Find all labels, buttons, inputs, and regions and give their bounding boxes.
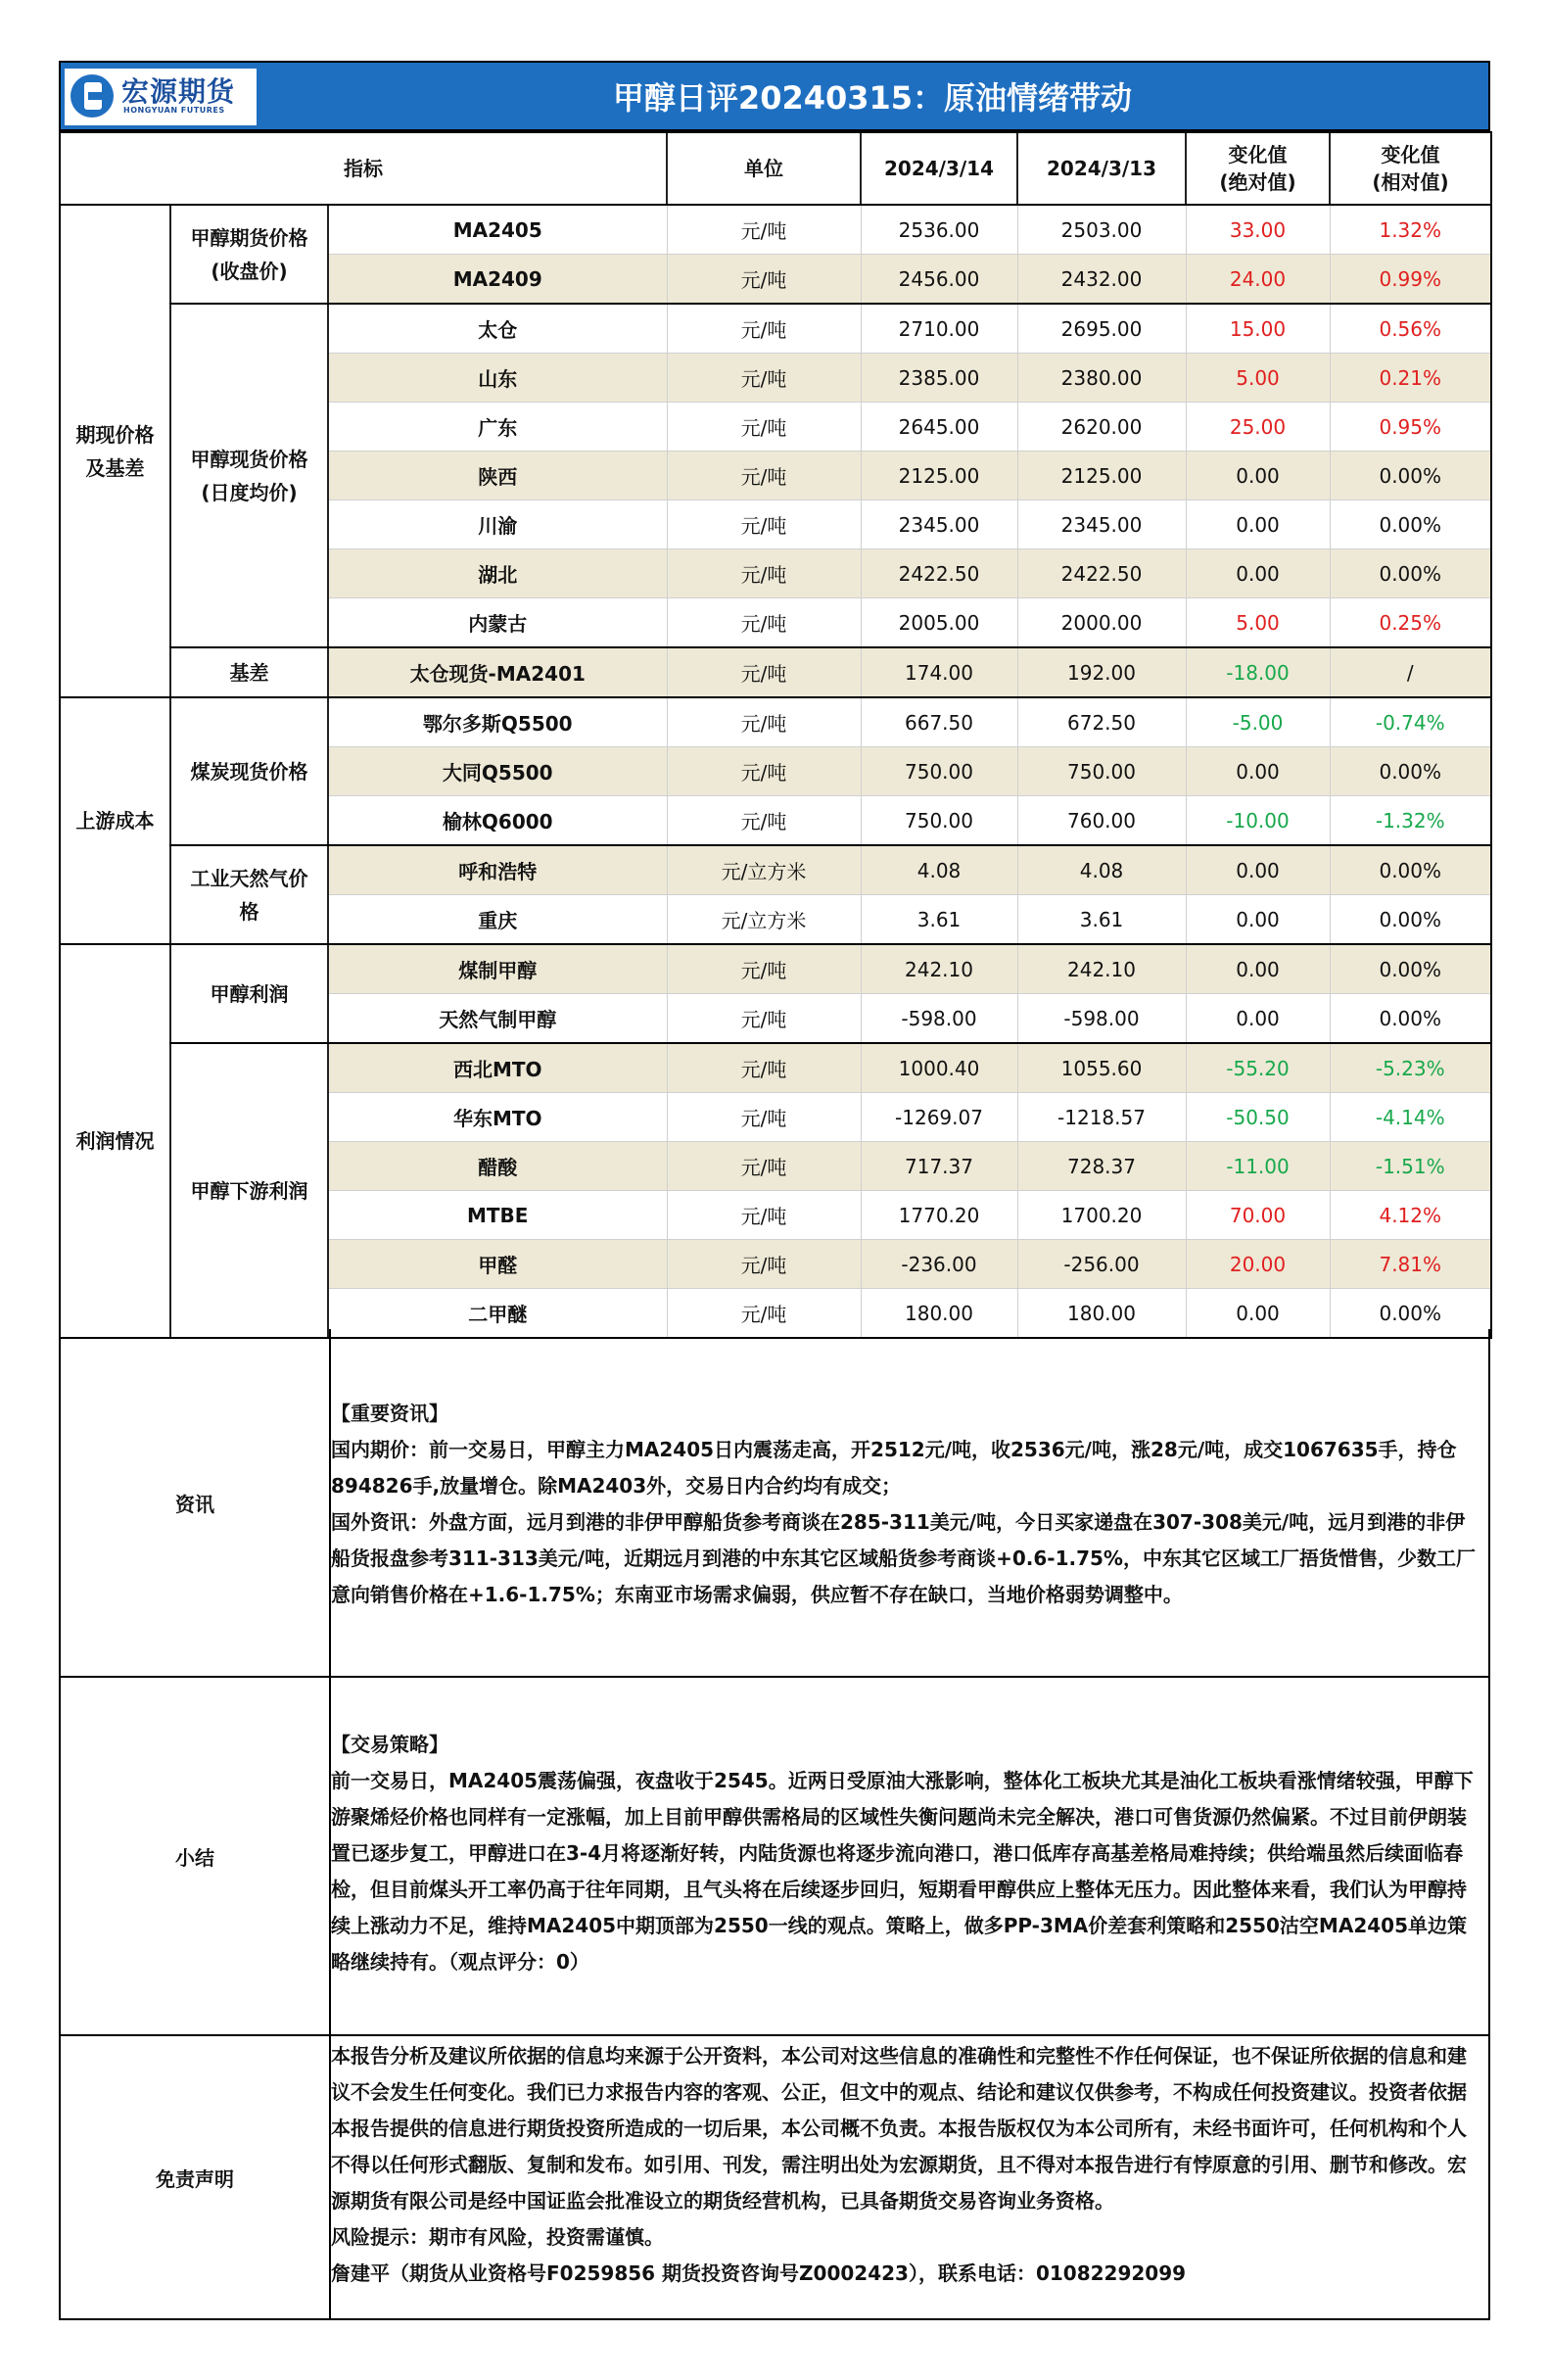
rel-change: 0.95% xyxy=(1330,403,1491,452)
abs-change: -10.00 xyxy=(1186,796,1330,846)
value-date2: 2695.00 xyxy=(1017,304,1186,354)
value-date1: 750.00 xyxy=(861,747,1017,796)
value-date2: -598.00 xyxy=(1017,994,1186,1044)
rel-change: -1.32% xyxy=(1330,796,1491,846)
col-header-date1: 2024/3/14 xyxy=(861,132,1017,205)
group-label: 上游成本 xyxy=(60,697,170,944)
indicator-name: 鄂尔多斯Q5500 xyxy=(328,697,667,747)
indicator-name: MA2409 xyxy=(328,255,667,305)
logo-name-cn: 宏源期货 xyxy=(121,75,236,108)
disclaimer-label: 免责声明 xyxy=(61,2036,331,2318)
indicator-name: 甲醛 xyxy=(328,1240,667,1289)
group-label: 利润情况 xyxy=(60,944,170,1338)
unit-cell: 元/吨 xyxy=(667,944,861,994)
value-date1: 4.08 xyxy=(861,845,1017,895)
value-date1: 2645.00 xyxy=(861,403,1017,452)
unit-cell: 元/吨 xyxy=(667,697,861,747)
rel-change: 0.00% xyxy=(1330,452,1491,500)
rel-change: 1.32% xyxy=(1330,205,1491,255)
value-date2: 192.00 xyxy=(1017,647,1186,697)
value-date2: 1700.20 xyxy=(1017,1191,1186,1240)
col-header-abs-change xyxy=(1186,132,1330,205)
indicator-name: MA2405 xyxy=(328,205,667,255)
abs-change: 5.00 xyxy=(1186,354,1330,403)
abs-change: 0.00 xyxy=(1186,549,1330,598)
abs-change: -11.00 xyxy=(1186,1142,1330,1191)
value-date1: 2005.00 xyxy=(861,598,1017,648)
unit-cell: 元/吨 xyxy=(667,1093,861,1142)
col-header-abs-text: 变化值 (绝对值) xyxy=(1219,143,1296,194)
col-header-indicator: 指标 xyxy=(60,132,667,205)
disclaimer-section xyxy=(59,2036,1490,2320)
indicator-name: 二甲醚 xyxy=(328,1289,667,1339)
table-row xyxy=(60,697,1491,747)
value-date2: -256.00 xyxy=(1017,1240,1186,1289)
abs-change: 0.00 xyxy=(1186,452,1330,500)
report-title: 甲醇日评20240315：原油情绪带动 xyxy=(612,79,1133,117)
value-date1: 2710.00 xyxy=(861,304,1017,354)
news-section xyxy=(59,1329,1490,1678)
news-label: 资讯 xyxy=(61,1329,331,1676)
value-date2: 2422.50 xyxy=(1017,549,1186,598)
indicator-name: 山东 xyxy=(328,354,667,403)
table-row xyxy=(60,205,1491,255)
value-date1: 2422.50 xyxy=(861,549,1017,598)
analyst-info: 詹建平（期货从业资格号F0259856 期货投资咨询号Z0002423），联系电话：01082292099 xyxy=(331,2261,1187,2285)
value-date1: -236.00 xyxy=(861,1240,1017,1289)
value-date2: 2620.00 xyxy=(1017,403,1186,452)
value-date1: 3.61 xyxy=(861,895,1017,945)
news-foreign: 国外资讯：外盘方面，远月到港的非伊甲醇船货参考商谈在285-311美元/吨，今日买家递盘在307-308美元/吨，远月到港的非伊船货报盘参考311-313美元/吨，近期远月到港的中东其它区域船货参考商谈+0.6-1.75%，中东其它区域工厂捂货惜售，少数工厂意向销售价格在+1.6-1.75%；东南亚市场需求偏弱，供应暂不存在缺口，当地价格弱势调整中。 xyxy=(331,1510,1476,1606)
col-header-date2: 2024/3/13 xyxy=(1017,132,1186,205)
indicator-name: 榆林Q6000 xyxy=(328,796,667,846)
value-date2: 2503.00 xyxy=(1017,205,1186,255)
abs-change: 0.00 xyxy=(1186,895,1330,945)
abs-change: 15.00 xyxy=(1186,304,1330,354)
unit-cell: 元/吨 xyxy=(667,647,861,697)
indicator-name: MTBE xyxy=(328,1191,667,1240)
abs-change: 20.00 xyxy=(1186,1240,1330,1289)
abs-change: 33.00 xyxy=(1186,205,1330,255)
abs-change: 25.00 xyxy=(1186,403,1330,452)
rel-change: 7.81% xyxy=(1330,1240,1491,1289)
unit-cell: 元/吨 xyxy=(667,1043,861,1093)
unit-cell: 元/吨 xyxy=(667,500,861,549)
abs-change: -18.00 xyxy=(1186,647,1330,697)
abs-change: 0.00 xyxy=(1186,747,1330,796)
unit-cell: 元/吨 xyxy=(667,1289,861,1339)
unit-cell: 元/吨 xyxy=(667,796,861,846)
logo-name-en: HONGYUAN FUTURES xyxy=(123,106,225,115)
abs-change: 0.00 xyxy=(1186,944,1330,994)
value-date2: 2380.00 xyxy=(1017,354,1186,403)
table-row xyxy=(60,845,1491,895)
unit-cell: 元/吨 xyxy=(667,747,861,796)
abs-change: -55.20 xyxy=(1186,1043,1330,1093)
indicator-name: 西北MTO xyxy=(328,1043,667,1093)
table-row xyxy=(60,304,1491,354)
indicator-table xyxy=(59,131,1492,1339)
rel-change: 0.56% xyxy=(1330,304,1491,354)
disclaimer-text: 本报告分析及建议所依据的信息均来源于公开资料，本公司对这些信息的准确性和完整性不作任何保证，也不保证所依据的信息和建议不会发生任何变化。我们已力求报告内容的客观、公正，但文中的观点、结论和建议仅供参考，不构成任何投资建议。投资者依据本报告提供的信息进行期货投资所造成的一切后果，本公司概不负责。本报告版权仅为本公司所有，未经书面许可，任何机构和个人不得以任何形式翻版、复制和发布。如引用、刊发，需注明出处为宏源期货，且不得对本报告进行有悖原意的引用、删节和修改。宏源期货有限公司是经中国证监会批准设立的期货经营机构，已具备期货交易咨询业务资格。 xyxy=(331,2044,1467,2213)
subgroup-label: 基差 xyxy=(170,647,328,697)
abs-change: 70.00 xyxy=(1186,1191,1330,1240)
value-date2: 242.10 xyxy=(1017,944,1186,994)
unit-cell: 元/吨 xyxy=(667,1240,861,1289)
rel-change: 0.00% xyxy=(1330,549,1491,598)
rel-change: 0.99% xyxy=(1330,255,1491,305)
abs-change: 5.00 xyxy=(1186,598,1330,648)
indicator-name: 陕西 xyxy=(328,452,667,500)
unit-cell: 元/吨 xyxy=(667,255,861,305)
value-date1: 1770.20 xyxy=(861,1191,1017,1240)
summary-text: 前一交易日，MA2405震荡偏强，夜盘收于2545。近两日受原油大涨影响，整体化工板块尤其是油化工板块看涨情绪较强，甲醇下游聚烯烃价格也同样有一定涨幅，加上目前甲醇供需格局的区域性失衡问题尚未完全解决，港口可售货源仍然偏紧。不过目前伊朗装置已逐步复工，甲醇进口在3-4月将逐渐好转，内陆货源也将逐步流向港口，港口低库存高基差格局难持续；供给端虽然后续面临春检，但目前煤头开工率仍高于往年同期，且气头将在后续逐步回归，短期看甲醇供应上整体无压力。因此整体来看，我们认为甲醇持续上涨动力不足，维持MA2405中期顶部为2550一线的观点。策略上，做多PP-3MA价差套利策略和2550沽空MA2405单边策略继续持有。（观点评分：0） xyxy=(331,1769,1474,1974)
abs-change: 0.00 xyxy=(1186,994,1330,1044)
abs-change: -50.50 xyxy=(1186,1093,1330,1142)
rel-change: 0.00% xyxy=(1330,944,1491,994)
summary-body xyxy=(331,1727,1484,1980)
rel-change: -5.23% xyxy=(1330,1043,1491,1093)
value-date1: -1269.07 xyxy=(861,1093,1017,1142)
indicator-name: 内蒙古 xyxy=(328,598,667,648)
indicator-name: 大同Q5500 xyxy=(328,747,667,796)
value-date1: 750.00 xyxy=(861,796,1017,846)
value-date1: 2385.00 xyxy=(861,354,1017,403)
unit-cell: 元/吨 xyxy=(667,598,861,648)
value-date1: 2456.00 xyxy=(861,255,1017,305)
unit-cell: 元/吨 xyxy=(667,452,861,500)
value-date1: 2345.00 xyxy=(861,500,1017,549)
group-label: 期现价格及基差 xyxy=(60,205,170,697)
value-date2: 750.00 xyxy=(1017,747,1186,796)
abs-change: 0.00 xyxy=(1186,1289,1330,1339)
abs-change: 0.00 xyxy=(1186,500,1330,549)
rel-change: 0.00% xyxy=(1330,1289,1491,1339)
indicator-name: 呼和浩特 xyxy=(328,845,667,895)
indicator-name: 华东MTO xyxy=(328,1093,667,1142)
value-date1: 174.00 xyxy=(861,647,1017,697)
value-date2: 4.08 xyxy=(1017,845,1186,895)
value-date2: 180.00 xyxy=(1017,1289,1186,1339)
indicator-name: 醋酸 xyxy=(328,1142,667,1191)
rel-change: -1.51% xyxy=(1330,1142,1491,1191)
unit-cell: 元/吨 xyxy=(667,304,861,354)
value-date1: -598.00 xyxy=(861,994,1017,1044)
unit-cell: 元/立方米 xyxy=(667,895,861,945)
rel-change: / xyxy=(1330,647,1491,697)
col-header-rel-text: 变化值 (相对值) xyxy=(1372,143,1449,194)
summary-section xyxy=(59,1678,1490,2036)
logo-mark-icon xyxy=(70,74,114,118)
abs-change: 24.00 xyxy=(1186,255,1330,305)
value-date2: 760.00 xyxy=(1017,796,1186,846)
news-heading: 【重要资讯】 xyxy=(331,1402,448,1425)
table-header-row xyxy=(60,132,1491,205)
value-date2: 672.50 xyxy=(1017,697,1186,747)
indicator-name: 天然气制甲醇 xyxy=(328,994,667,1044)
table-row xyxy=(60,1043,1491,1093)
value-date1: 667.50 xyxy=(861,697,1017,747)
table-row xyxy=(60,944,1491,994)
subgroup-label: 甲醇期货价格(收盘价) xyxy=(170,205,328,304)
value-date1: 242.10 xyxy=(861,944,1017,994)
subgroup-label: 甲醇利润 xyxy=(170,944,328,1043)
subgroup-label: 甲醇现货价格(日度均价) xyxy=(170,304,328,647)
unit-cell: 元/吨 xyxy=(667,549,861,598)
company-logo xyxy=(65,69,257,125)
disclaimer-body xyxy=(331,2038,1484,2292)
unit-cell: 元/吨 xyxy=(667,205,861,255)
indicator-name: 重庆 xyxy=(328,895,667,945)
report-sheet xyxy=(59,61,1490,2320)
indicator-name: 湖北 xyxy=(328,549,667,598)
summary-label: 小结 xyxy=(61,1678,331,2034)
subgroup-label: 甲醇下游利润 xyxy=(170,1043,328,1338)
subgroup-label: 煤炭现货价格 xyxy=(170,697,328,845)
indicator-name: 太仓现货-MA2401 xyxy=(328,647,667,697)
risk-warning: 风险提示：期市有风险，投资需谨慎。 xyxy=(331,2225,664,2249)
value-date1: 2536.00 xyxy=(861,205,1017,255)
unit-cell: 元/吨 xyxy=(667,354,861,403)
value-date2: 2000.00 xyxy=(1017,598,1186,648)
rel-change: 0.25% xyxy=(1330,598,1491,648)
rel-change: 4.12% xyxy=(1330,1191,1491,1240)
news-domestic: 国内期价：前一交易日，甲醇主力MA2405日内震荡走高，开2512元/吨，收2536元/吨，涨28元/吨，成交1067635手，持仓894826手,放量增仓。除MA2403外，交易日内合约均有成交； xyxy=(331,1438,1457,1498)
rel-change: 0.00% xyxy=(1330,500,1491,549)
summary-heading: 【交易策略】 xyxy=(331,1733,448,1756)
value-date1: 180.00 xyxy=(861,1289,1017,1339)
rel-change: 0.00% xyxy=(1330,994,1491,1044)
unit-cell: 元/吨 xyxy=(667,403,861,452)
indicator-name: 广东 xyxy=(328,403,667,452)
value-date2: -1218.57 xyxy=(1017,1093,1186,1142)
indicator-name: 川渝 xyxy=(328,500,667,549)
abs-change: 0.00 xyxy=(1186,845,1330,895)
table-row xyxy=(60,647,1491,697)
unit-cell: 元/吨 xyxy=(667,1191,861,1240)
value-date2: 1055.60 xyxy=(1017,1043,1186,1093)
rel-change: 0.21% xyxy=(1330,354,1491,403)
value-date2: 728.37 xyxy=(1017,1142,1186,1191)
unit-cell: 元/吨 xyxy=(667,1142,861,1191)
indicator-name: 太仓 xyxy=(328,304,667,354)
col-header-unit: 单位 xyxy=(667,132,861,205)
rel-change: 0.00% xyxy=(1330,747,1491,796)
unit-cell: 元/吨 xyxy=(667,994,861,1044)
value-date1: 1000.40 xyxy=(861,1043,1017,1093)
subgroup-label: 工业天然气价格 xyxy=(170,845,328,944)
indicator-name: 煤制甲醇 xyxy=(328,944,667,994)
value-date2: 2432.00 xyxy=(1017,255,1186,305)
value-date1: 2125.00 xyxy=(861,452,1017,500)
col-header-rel-change xyxy=(1330,132,1491,205)
report-header xyxy=(59,61,1490,131)
rel-change: -0.74% xyxy=(1330,697,1491,747)
value-date2: 2125.00 xyxy=(1017,452,1186,500)
unit-cell: 元/立方米 xyxy=(667,845,861,895)
value-date1: 717.37 xyxy=(861,1142,1017,1191)
rel-change: 0.00% xyxy=(1330,845,1491,895)
value-date2: 2345.00 xyxy=(1017,500,1186,549)
rel-change: -4.14% xyxy=(1330,1093,1491,1142)
rel-change: 0.00% xyxy=(1330,895,1491,945)
news-body xyxy=(331,1396,1484,1613)
value-date2: 3.61 xyxy=(1017,895,1186,945)
abs-change: -5.00 xyxy=(1186,697,1330,747)
